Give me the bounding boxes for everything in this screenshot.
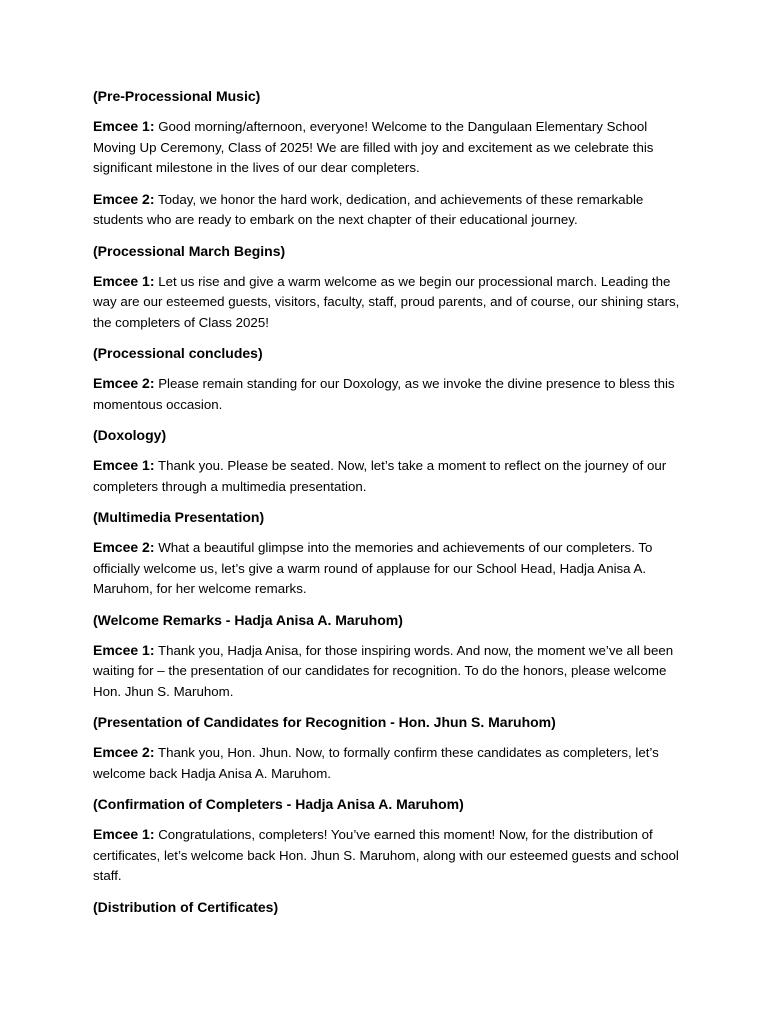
line-text: Please remain standing for our Doxology, as we invoke the divine presence to bless this momentous occasion. — [93, 376, 675, 412]
emcee-line — [93, 455, 683, 497]
speaker-label: Emcee 2: — [93, 190, 155, 207]
stage-direction: (Doxology) — [93, 427, 167, 443]
speaker-label: Emcee 2: — [93, 375, 155, 391]
line-text: Thank you. Please be seated. Now, let’s take a moment to reflect on the journey of our completers through a multimedia presentation. — [93, 458, 667, 494]
line-text: Let us rise and give a warm welcome as we begin our processional march. Leading the way are our esteemed guests, visitors, faculty, staff, proud parents, and of course, our shining stars, the completers of Class 2025! — [93, 273, 680, 330]
speaker-label: Emcee 2: — [93, 539, 155, 555]
document-page — [93, 86, 683, 927]
emcee-line — [93, 271, 683, 334]
emcee-line — [93, 824, 683, 887]
stage-direction: (Distribution of Certificates) — [93, 898, 279, 915]
stage-direction: (Processional concludes) — [93, 345, 263, 361]
speaker-label: Emcee 1: — [93, 118, 155, 134]
speaker-label: Emcee 1: — [93, 826, 155, 842]
emcee-line — [93, 373, 683, 415]
emcee-line — [93, 640, 683, 703]
line-text: Today, we honor the hard work, dedication, and achievements of these remarkable students who are ready to embark on the next chapter of their educational journey. — [93, 191, 644, 227]
line-text: Thank you, Hadja Anisa, for those inspiring words. And now, the moment we’ve all been waiting for – the presentation of our candidates for recognition. To do the honors, please welcome Hon. Jhun S. Maruhom. — [93, 642, 674, 699]
stage-direction: (Pre-Processional Music) — [93, 88, 261, 104]
speaker-label: Emcee 2: — [93, 744, 155, 760]
speaker-label: Emcee 1: — [93, 272, 155, 289]
stage-direction: (Processional March Begins) — [93, 242, 286, 259]
line-text: What a beautiful glimpse into the memories and achievements of our completers. To officially welcome us, let’s give a warm round of applause for our School Head, Hadja Anisa A. Maruhom, for her welcome remarks. — [93, 540, 653, 596]
emcee-line — [93, 189, 683, 231]
stage-direction: (Confirmation of Completers - Hadja Anisa A. Maruhom) — [93, 796, 464, 812]
stage-direction: (Multimedia Presentation) — [93, 509, 265, 525]
line-text: Good morning/afternoon, everyone! Welcome to the Dangulaan Elementary School Moving Up Ceremony, Class of 2025! We are filled with joy and excitement as we celebrate this significant milestone in the lives of our dear completers. — [93, 119, 654, 175]
emcee-line — [93, 742, 683, 784]
stage-direction: (Presentation of Candidates for Recognition - Hon. Jhun S. Maruhom) — [93, 714, 556, 730]
line-text: Congratulations, completers! You’ve earned this moment! Now, for the distribution of certificates, let’s welcome back Hon. Jhun S. Maruhom, along with our esteemed guests and school staff. — [93, 827, 679, 883]
line-text: Thank you, Hon. Jhun. Now, to formally confirm these candidates as completers, let’s welcome back Hadja Anisa A. Maruhom. — [93, 745, 659, 781]
speaker-label: Emcee 1: — [93, 641, 155, 658]
emcee-line — [93, 116, 683, 179]
speaker-label: Emcee 1: — [93, 457, 155, 473]
stage-direction: (Welcome Remarks - Hadja Anisa A. Maruhom) — [93, 611, 403, 628]
emcee-line — [93, 537, 683, 600]
